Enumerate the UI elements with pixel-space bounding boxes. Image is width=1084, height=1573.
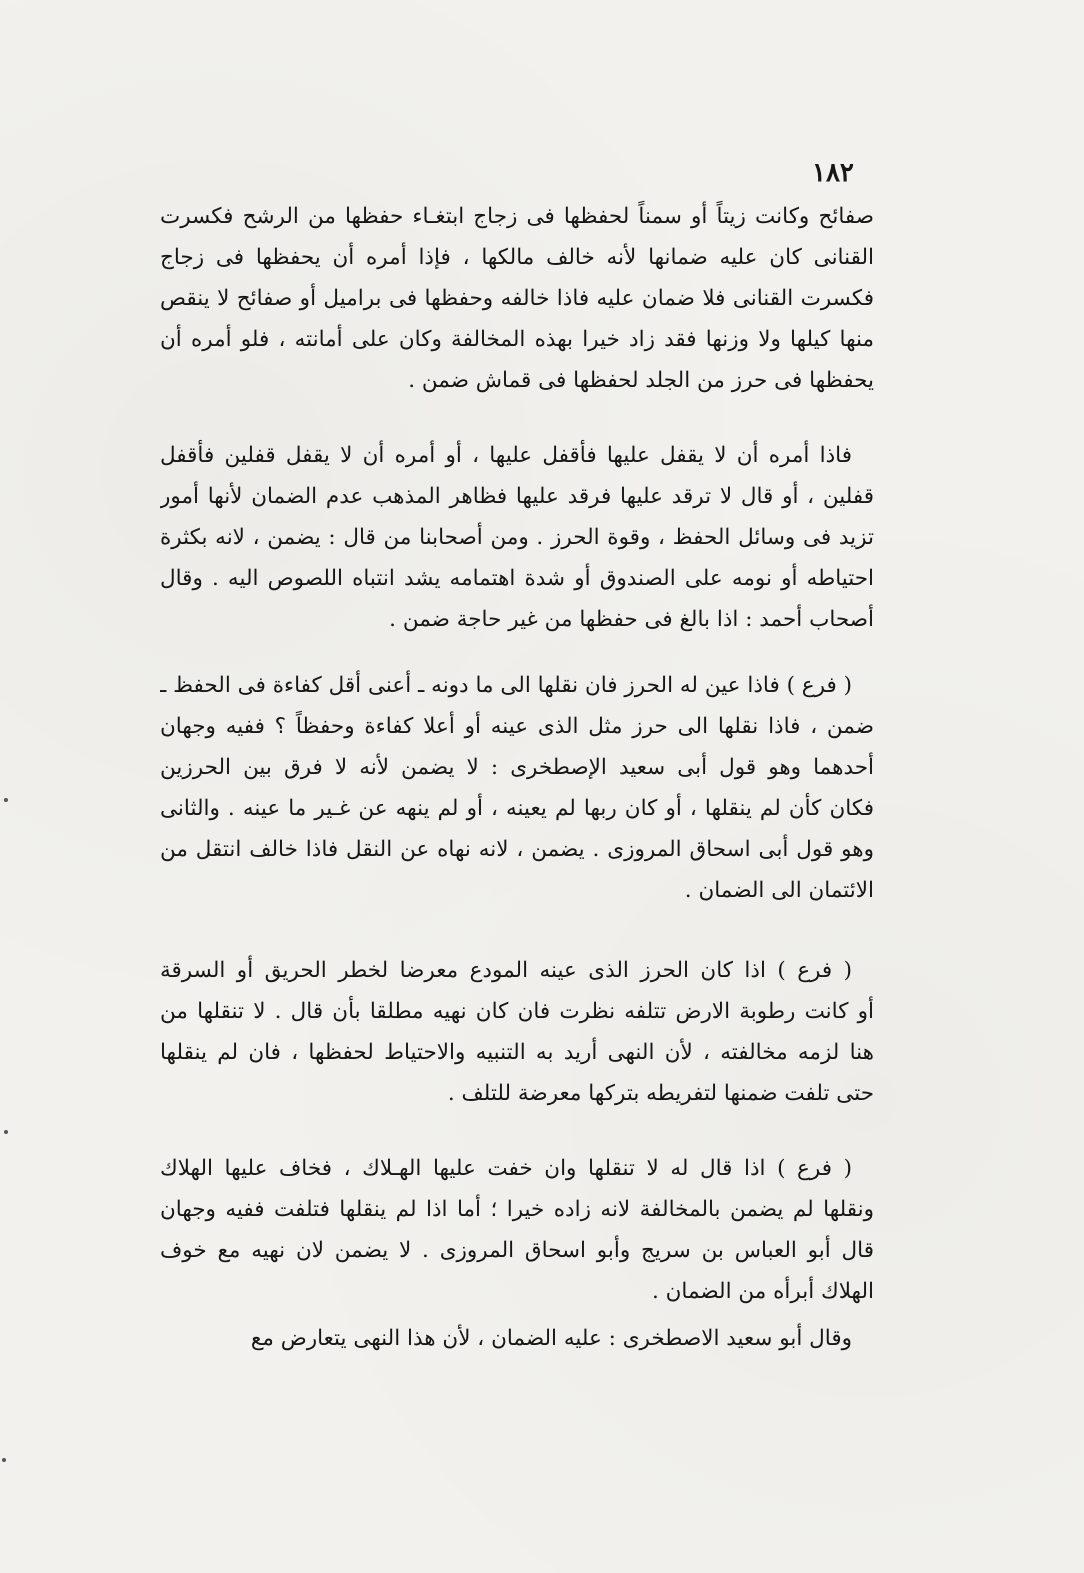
text-line: الائتمان الى الضمان . [684,878,874,903]
text-line: ( فرع ) اذا قال له لا تنقلها وان خفت عليها الهـلاك ، فخاف عليها الهلاك [160,1156,852,1181]
text-line: تزيد فى وسائل الحفظ ، وقوة الحرز . ومن أصحابنا من قال : يضمن ، لانه بكثرة [160,525,874,550]
text-line: وهو قول أبى اسحاق المروزى . يضمن ، لانه نهاه عن النقل فاذا خالف انتقل من [160,837,874,862]
text-line: حتى تلفت ضمنها لتفريطه بتركها معرضة للتلف . [447,1081,874,1106]
text-line: يحفظها فى حرز من الجلد لحفظها فى قماش ضمن . [408,368,874,393]
paragraph-4 [160,950,874,1114]
text-line: فكسرت القنانى فلا ضمان عليه فاذا خالفه وحفظها فى براميل أو صفائح لا ينقص [160,286,874,311]
text-line: صفائح وكانت زيتاً أو سمناً لحفظها فى زجاج ابتغـاء حفظها من الرشح فكسرت [160,204,874,229]
text-line: أو كانت رطوبة الارض تتلفه نظرت فان كان نهيه مطلقا بأن قال . لا تنقلها من [160,999,874,1024]
text-line: احتياطه أو نومه على الصندوق أو شدة اهتمامه يشد انتباه اللصوص اليه . وقال [160,566,874,591]
text-line: فاذا أمره أن لا يقفل عليها فأقفل عليها ، أو أمره أن لا يقفل قفلين فأقفل [160,443,852,468]
paragraph-3 [160,665,874,911]
paragraph-6 [160,1318,874,1359]
text-line: الهلاك أبرأه من الضمان . [651,1279,874,1304]
text-line: القنانى كان عليه ضمانها لأنه خالف مالكها ، فإذا أمره أن يحفظها فى زجاج [160,245,874,270]
text-line: ونقلها لم يضمن بالمخالفة لانه زاده خيرا ؛ أما اذا لم ينقلها فتلفت ففيه وجهان [160,1197,874,1222]
scan-speck [4,1130,8,1134]
scan-speck [4,798,8,802]
text-line: قال أبو العباس بن سريج وأبو اسحاق المروزى . لا يضمن لان نهيه مع خوف [160,1238,874,1263]
text-line: ( فرع ) فاذا عين له الحرز فان نقلها الى ما دونه ـ أعنى أقل كفاءة فى الحفظ ـ [160,673,852,698]
text-line: وقال أبو سعيد الاصطخرى : عليه الضمان ، لأن هذا النهى يتعارض مع [250,1326,852,1351]
text-line: منها كيلها ولا وزنها فقد زاد خيرا بهذه المخالفة وكان على أمانته ، فلو أمره أن [160,327,874,352]
scan-speck [2,1458,6,1462]
text-line: أحدهما وهو قول أبى سعيد الإصطخرى : لا يضمن لأنه لا فرق بين الحرزين [160,755,874,780]
text-line: أصحاب أحمد : اذا بالغ فى حفظها من غير حاجة ضمن . [389,607,874,632]
paragraph-1 [160,196,874,401]
text-line: هنا لزمه مخالفته ، لأن النهى أريد به التنبيه والاحتياط لحفظها ، فان لم ينقلها [160,1040,874,1065]
page-number: ١٨٢ [812,158,854,188]
paragraph-2 [160,435,874,640]
text-line: قفلين ، أو قال لا ترقد عليها فرقد عليها فظاهر المذهب عدم الضمان لأنها أمور [160,484,874,509]
text-line: ضمن ، فاذا نقلها الى حرز مثل الذى عينه أو أعلا كفاءة وحفظاً ؟ ففيه وجهان [160,714,874,739]
text-line: ( فرع ) اذا كان الحرز الذى عينه المودع معرضا لخطر الحريق أو السرقة [160,958,852,983]
text-line: فكان كأن لم ينقلها ، أو كان ربها لم يعينه ، أو لم ينهه عن غـير ما عينه . والثانى [160,796,874,821]
paragraph-5 [160,1148,874,1312]
